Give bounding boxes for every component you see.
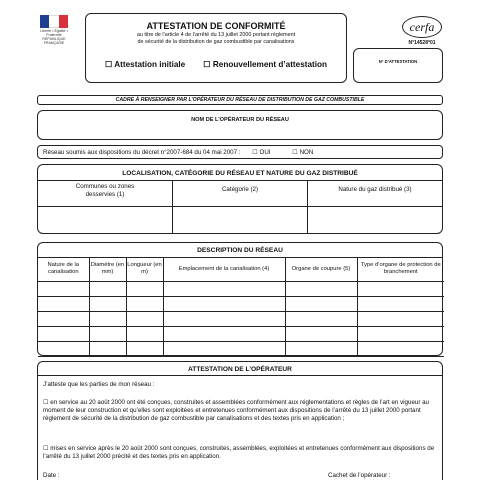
attestation-item-1[interactable]: ☐ en service au 20 août 2000 ont été conçues, construites et assemblées conformément aux réglementations et règles de l’art en vigueur au moment de leur construction et qu’elles sont exploitées et entretenues conformément aux dispositions de l’arrêté du 13 juillet 2000 portant règlement de sécurité de la distribution de gaz combustible par canalisations et des textes pris en application ; bbox=[43, 399, 429, 423]
table-cell[interactable] bbox=[357, 326, 444, 341]
table-cell[interactable] bbox=[89, 341, 126, 356]
description-table bbox=[38, 258, 444, 357]
table-row bbox=[38, 311, 444, 326]
table-cell[interactable] bbox=[38, 281, 89, 296]
operator-name-label: NOM DE L’OPÉRATEUR DU RÉSEAU bbox=[191, 117, 289, 123]
table-cell[interactable] bbox=[38, 296, 89, 311]
categorie-field[interactable] bbox=[173, 207, 307, 233]
checkbox-icon[interactable]: ☐ bbox=[203, 60, 211, 69]
table-row bbox=[38, 341, 444, 356]
table-row bbox=[38, 296, 444, 311]
checkbox-icon[interactable]: ☐ bbox=[43, 445, 49, 452]
table-cell[interactable] bbox=[357, 311, 444, 326]
attestation-number-label: N° D’ATTESTATION bbox=[378, 59, 418, 64]
table-cell[interactable] bbox=[89, 296, 126, 311]
column-header: Catégorie (2) bbox=[173, 181, 307, 207]
table-cell[interactable] bbox=[126, 311, 163, 326]
attestation-section bbox=[37, 361, 443, 480]
nature-gaz-field[interactable] bbox=[308, 207, 442, 233]
column-header: Longueur (en m) bbox=[126, 258, 163, 281]
table-cell[interactable] bbox=[126, 326, 163, 341]
column-header: Nature du gaz distribué (3) bbox=[308, 181, 442, 207]
frame-label: CADRE À RENSEIGNER PAR L’OPÉRATEUR DU RÉSEAU DE DISTRIBUTION DE GAZ COMBUSTIBLE bbox=[37, 95, 443, 105]
table-cell[interactable] bbox=[357, 281, 444, 296]
table-cell[interactable] bbox=[285, 311, 357, 326]
date-label: Date : bbox=[43, 472, 60, 479]
table-cell[interactable] bbox=[126, 296, 163, 311]
option-renouvellement[interactable]: ☐ Renouvellement d’attestation bbox=[203, 60, 328, 69]
table-cell[interactable] bbox=[163, 311, 285, 326]
table-cell[interactable] bbox=[89, 311, 126, 326]
table-cell[interactable] bbox=[163, 281, 285, 296]
description-section bbox=[37, 242, 443, 356]
table-cell[interactable] bbox=[357, 341, 444, 356]
option-initial[interactable]: ☐ Attestation initiale bbox=[104, 60, 186, 69]
reseau-question: Réseau soumis aux dispositions du décret n°2007-684 du 04 mai 2007 : bbox=[43, 149, 241, 156]
checkbox-icon[interactable]: ☐ bbox=[43, 399, 49, 406]
localisation-column bbox=[38, 181, 173, 233]
stamp-label: Cachet de l’opérateur : bbox=[328, 472, 391, 479]
localisation-column bbox=[308, 181, 442, 233]
republique-logo-text: Liberté • Égalité • Fraternité RÉPUBLIQUE FRANÇAISE bbox=[40, 29, 68, 46]
attestation-type-options bbox=[86, 59, 346, 69]
cerfa-number: N°14528*01 bbox=[408, 40, 436, 46]
form-subtitle: au titre de l’article 4 de l’arrêté du 13 juillet 2000 portant règlement de sécurité de la distribution de gaz combustible par canalisations bbox=[136, 32, 296, 46]
table-cell[interactable] bbox=[163, 326, 285, 341]
table-cell[interactable] bbox=[285, 341, 357, 356]
column-header: Nature de la canalisation bbox=[38, 258, 89, 281]
attestation-number-box[interactable] bbox=[353, 48, 443, 83]
table-cell[interactable] bbox=[89, 281, 126, 296]
column-header: Communes ou zones desservies (1) bbox=[38, 181, 172, 207]
table-cell[interactable] bbox=[38, 326, 89, 341]
table-cell[interactable] bbox=[163, 296, 285, 311]
communes-field[interactable] bbox=[38, 207, 172, 233]
table-row bbox=[38, 281, 444, 296]
attestation-intro: J’atteste que les parties de mon réseau : bbox=[43, 381, 155, 388]
title-box bbox=[85, 13, 347, 83]
form-title: ATTESTATION DE CONFORMITÉ bbox=[146, 21, 286, 31]
option-oui[interactable]: ☐ OUI bbox=[252, 149, 271, 156]
option-non[interactable]: ☐ NON bbox=[292, 149, 314, 156]
republique-logo-flag bbox=[40, 15, 68, 28]
column-header: Organe de coupure (5) bbox=[285, 258, 357, 281]
table-cell[interactable] bbox=[357, 296, 444, 311]
table-cell[interactable] bbox=[285, 281, 357, 296]
attestation-title: ATTESTATION DE L’OPÉRATEUR bbox=[38, 364, 442, 376]
column-header: Diamètre (en mm) bbox=[89, 258, 126, 281]
table-cell[interactable] bbox=[38, 341, 89, 356]
operator-name-field[interactable] bbox=[37, 110, 443, 140]
checkbox-icon[interactable]: ☐ bbox=[104, 60, 113, 69]
attestation-item-2[interactable]: ☐ mises en service après le 20 août 2000 sont conçues, construites, assemblées, exploitées et entretenues conformément aux dispositions de l’arrêté du 13 juillet 2000 précité et des textes pris en application. bbox=[43, 445, 435, 461]
column-header: Emplacement de la canalisation (4) bbox=[163, 258, 285, 281]
table-cell[interactable] bbox=[89, 326, 126, 341]
table-cell[interactable] bbox=[126, 281, 163, 296]
localisation-title: LOCALISATION, CATÉGORIE DU RÉSEAU ET NATURE DU GAZ DISTRIBUÉ bbox=[38, 167, 442, 181]
table-cell[interactable] bbox=[126, 341, 163, 356]
table-cell[interactable] bbox=[38, 311, 89, 326]
description-title: DESCRIPTION DU RÉSEAU bbox=[38, 245, 442, 258]
reseau-decret-row bbox=[37, 145, 443, 159]
localisation-column bbox=[173, 181, 308, 233]
column-header: Type d’organe de protection de branchement bbox=[357, 258, 444, 281]
table-cell[interactable] bbox=[285, 326, 357, 341]
table-cell[interactable] bbox=[163, 341, 285, 356]
table-row bbox=[38, 326, 444, 341]
table-cell[interactable] bbox=[285, 296, 357, 311]
localisation-section bbox=[37, 164, 443, 234]
cerfa-logo: cerfa bbox=[402, 16, 442, 38]
